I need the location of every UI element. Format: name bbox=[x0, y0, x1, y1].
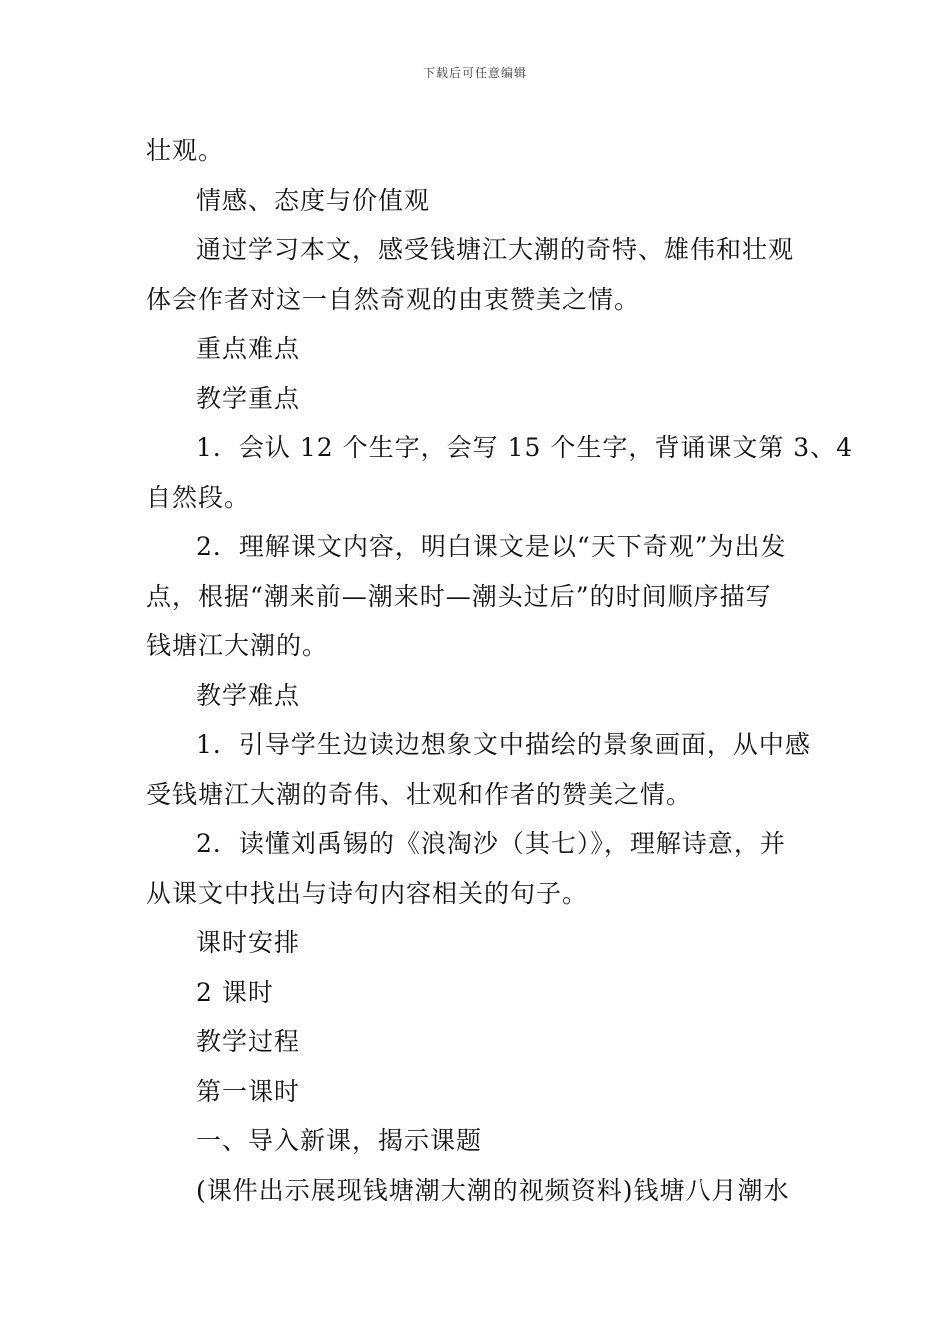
list-item-line: 点，根据“潮来前—潮来时—潮头过后”的时间顺序描写 bbox=[146, 581, 772, 611]
document-body bbox=[146, 126, 854, 1215]
list-item-line: 钱塘江大潮的。 bbox=[146, 631, 329, 660]
list-item-line: 1．会认 12 个生字，会写 15 个生字，背诵课文第 3、4 bbox=[196, 433, 854, 462]
section-heading: 重点难点 bbox=[196, 334, 301, 363]
list-item-line: 自然段。 bbox=[146, 482, 251, 512]
list-item-line: 2．读懂刘禹锡的《浪淘沙（其七）》，理解诗意，并 bbox=[196, 829, 786, 858]
section-heading: 教学过程 bbox=[196, 1027, 301, 1056]
list-item-line: 2．理解课文内容，明白课文是以“天下奇观”为出发 bbox=[196, 532, 787, 561]
paragraph-line: 2 课时 bbox=[196, 977, 274, 1007]
paragraph-line: (课件出示展现钱塘潮大潮的视频资料)钱塘八月潮水 bbox=[196, 1175, 790, 1205]
page-header: 下载后可任意编辑 bbox=[422, 66, 527, 80]
section-heading: 课时安排 bbox=[196, 928, 301, 957]
section-heading: 第一课时 bbox=[196, 1076, 301, 1106]
section-heading: 教学难点 bbox=[196, 680, 301, 710]
paragraph-line: 体会作者对这一自然奇观的由衷赞美之情。 bbox=[146, 284, 641, 314]
paragraph-line: 通过学习本文，感受钱塘江大潮的奇特、雄伟和壮观 bbox=[196, 235, 795, 264]
list-item-line: 1．引导学生边读边想象文中描绘的景象画面，从中感 bbox=[196, 730, 811, 759]
section-heading: 一、导入新课，揭示课题 bbox=[196, 1126, 483, 1155]
list-item-line: 从课文中找出与诗句内容相关的句子。 bbox=[146, 878, 589, 908]
section-heading: 情感、态度与价值观 bbox=[196, 185, 431, 215]
text-line: 壮观。 bbox=[146, 136, 225, 165]
list-item-line: 受钱塘江大潮的奇伟、壮观和作者的赞美之情。 bbox=[146, 779, 693, 809]
section-heading: 教学重点 bbox=[196, 383, 301, 413]
